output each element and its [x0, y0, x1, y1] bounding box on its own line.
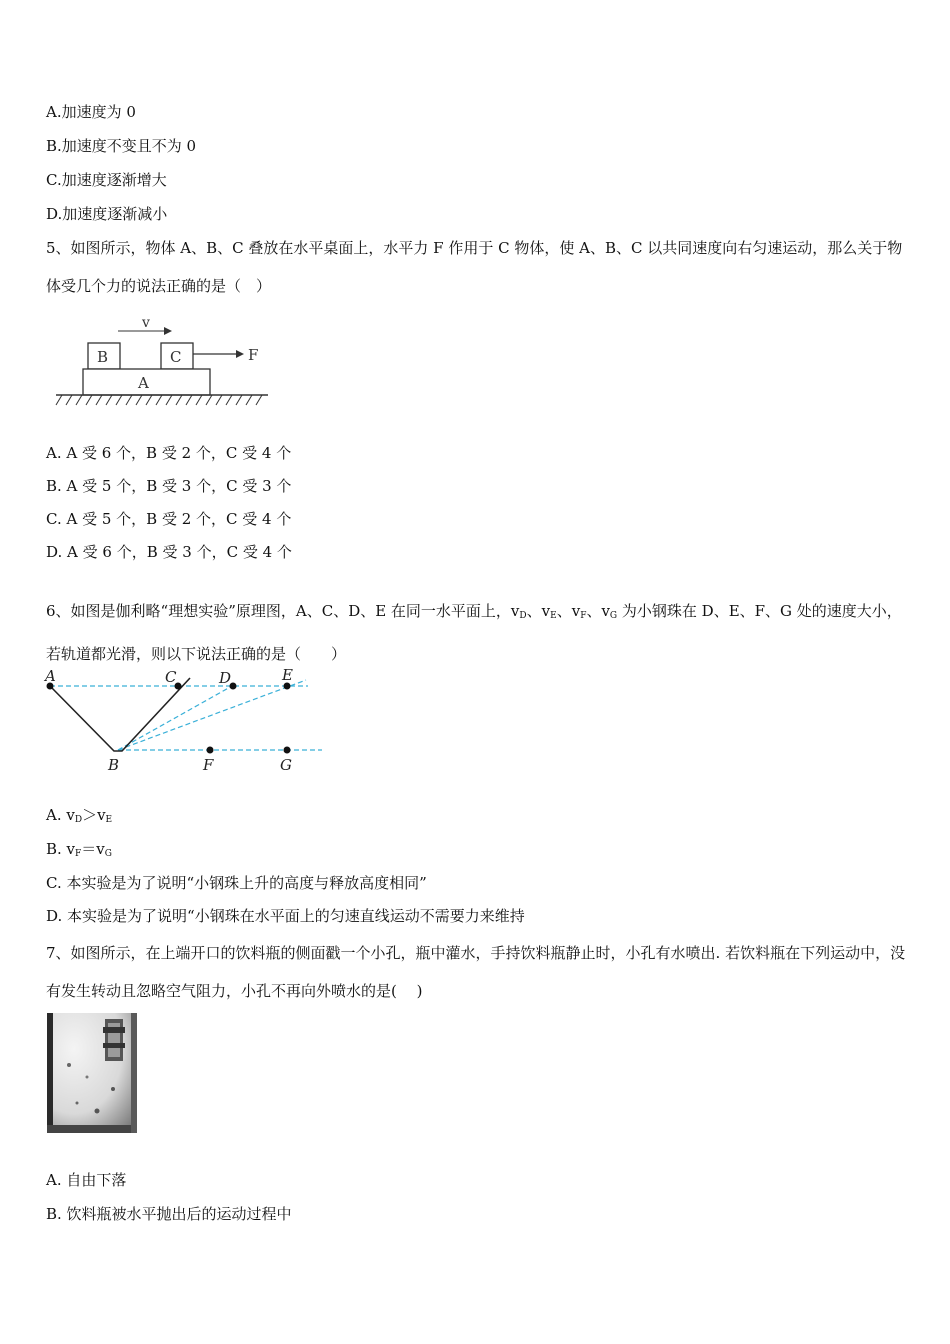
q6-option-c: C. 本实验是为了说明“小钢珠上升的高度与释放高度相同”	[46, 874, 427, 892]
q6-point-g	[284, 747, 291, 754]
q6-stem: 6、如图是伽利略“理想实验”原理图，A、C、D、E 在同一水平面上，$v_D$、$v_E$、$v_F$、$v_G$ 为小钢珠在 D、E、F、G 处的速度大小，若轨道都光滑，则以下说法正确的是（ ）	[46, 602, 902, 663]
q6-label-c: C	[165, 668, 177, 686]
q6-point-f	[207, 747, 214, 754]
q4-option-d: D.加速度逐渐减小	[46, 205, 168, 223]
q5-option-a: A. A 受 6 个，B 受 2 个，C 受 4 个	[46, 444, 292, 462]
q7-option-b: B. 饮料瓶被水平抛出后的运动过程中	[46, 1205, 292, 1223]
q6-label-f: F	[203, 756, 214, 774]
q5-label-b: B	[97, 348, 109, 366]
q6-dashed-lines	[50, 680, 322, 750]
q6-label-g: G	[280, 756, 292, 774]
q6-label-a: A	[45, 667, 56, 685]
q7-stem: 7、如图所示，在上端开口的饮料瓶的侧面戳一个小孔，瓶中灌水，手持饮料瓶静止时，小孔有水喷出. 若饮料瓶在下列运动中，没有发生转动且忽略空气阻力，小孔不再向外喷水的是( )	[46, 944, 906, 1000]
q6-option-b: B. $v_F=v_G$	[46, 840, 112, 859]
q5-label-c: C	[170, 348, 182, 366]
q7-bottle-photo	[47, 1013, 137, 1133]
q7-option-a: A. 自由下落	[46, 1171, 127, 1189]
q5-figure	[52, 312, 274, 412]
q5-option-d: D. A 受 6 个，B 受 3 个，C 受 4 个	[46, 543, 292, 561]
q5-option-c: C. A 受 5 个，B 受 2 个，C 受 4 个	[46, 510, 292, 528]
q6-label-b: B	[108, 756, 120, 774]
q5-stem: 5、如图所示，物体 A、B、C 叠放在水平桌面上，水平力 F 作用于 C 物体，使 A、B、C 以共同速度向右匀速运动，那么关于物体受几个力的说法正确的是（ ）	[46, 239, 903, 295]
q4-option-c: C.加速度逐渐增大	[46, 171, 167, 189]
q6-option-d: D. 本实验是为了说明“小钢珠在水平面上的匀速直线运动不需要力来维持	[46, 907, 525, 925]
q6-label-d: D	[219, 669, 232, 687]
q6-track	[50, 678, 190, 751]
q6-label-e: E	[282, 666, 293, 684]
q5-label-a: A	[138, 374, 149, 392]
q5-ground-hatch	[56, 395, 262, 405]
q5-label-v: v	[142, 315, 150, 331]
q5-label-f: F	[248, 346, 259, 364]
q5-option-b: B. A 受 5 个，B 受 3 个，C 受 3 个	[46, 477, 292, 495]
q6-option-a: A. $v_D>v_E$	[46, 806, 113, 825]
q4-option-a: A.加速度为 0	[46, 103, 136, 121]
q4-option-b: B.加速度不变且不为 0	[46, 137, 197, 155]
q6-figure	[40, 664, 330, 776]
